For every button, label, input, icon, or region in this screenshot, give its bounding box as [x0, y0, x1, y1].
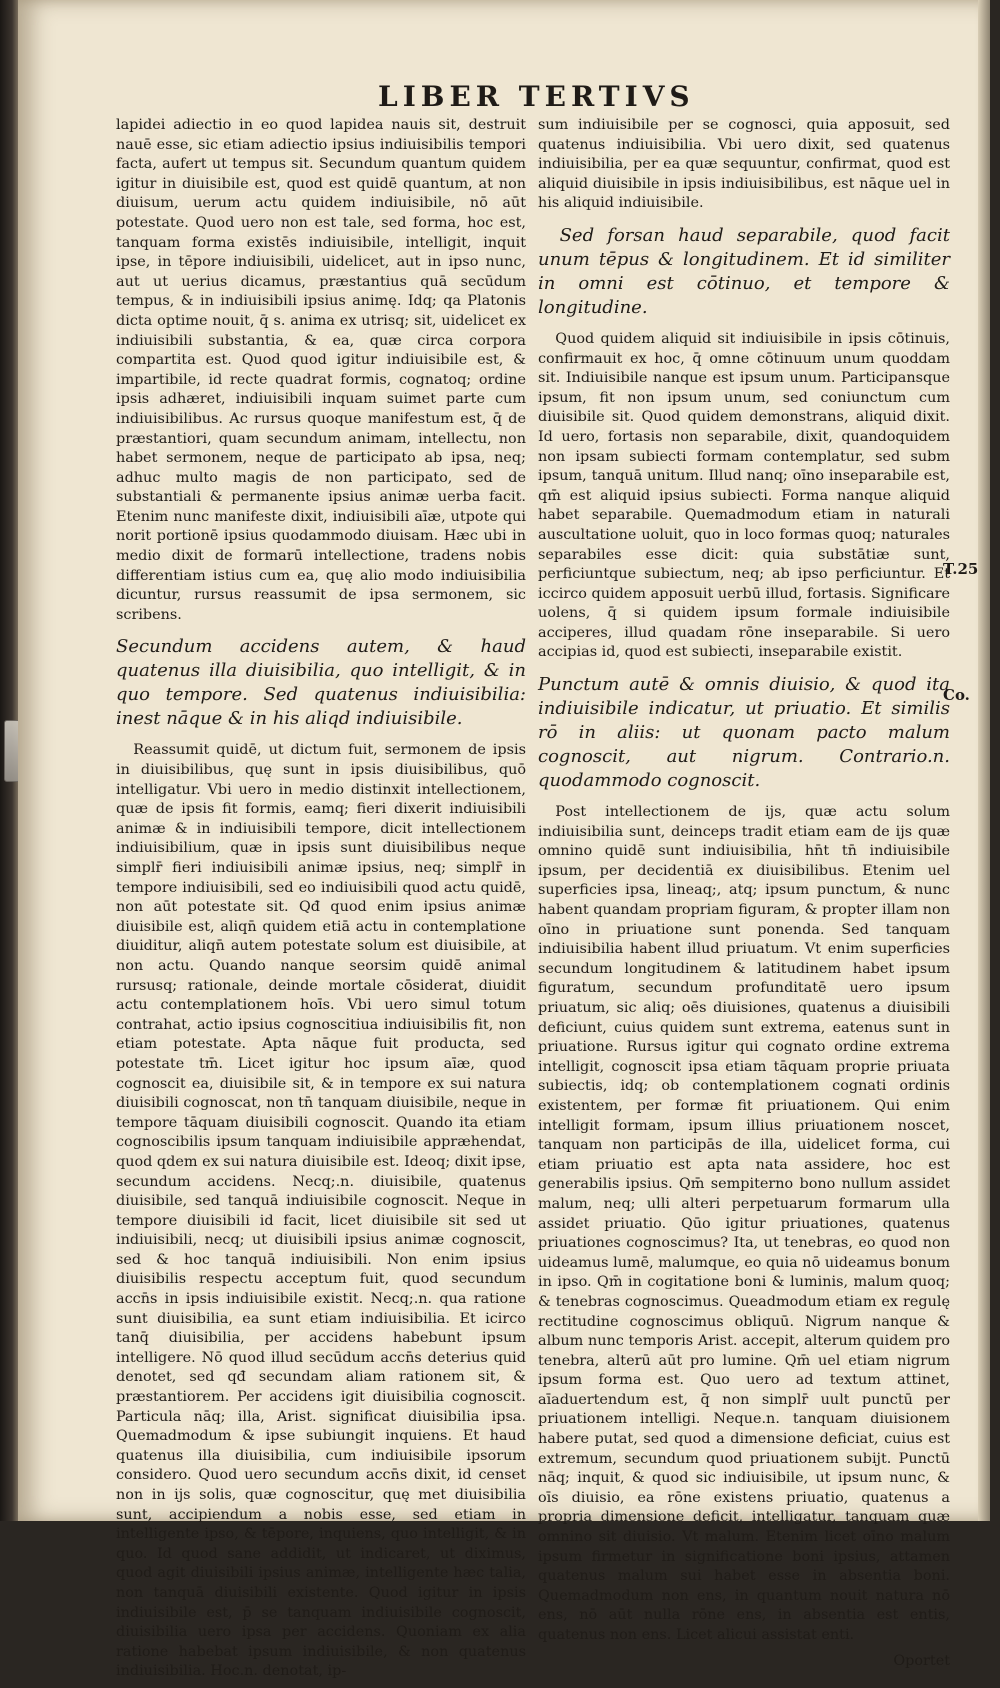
running-header: LIBER TERTIVS: [378, 80, 695, 113]
left-column: [116, 116, 526, 1688]
right-paragraph-1: sum indiuisibile per se cognosci, quia apposuit, sed quatenus indiuisibilia. Vbi uero dixit, sed quatenus indiuisibilia, per ea quæ sequuntur, confirmat, quod est aliquid diuisibile in ipsis indiuisibilibus, est nāque uel in his aliquid indiuisibile.: [538, 117, 950, 212]
right-paragraph-2: Quod quidem aliquid sit indiuisibile in ipsis cōtinuis, confirmauit ex hoc, q̄ omne cōtinuum unum quoddam sit. Indiuisibile nanque est ipsum unum. Participansque ipsum, fit non ipsum unum, sed coniunctum cum diuisibile sit. Quod quidem demonstrans, aliquid dixit. Id uero, fortasis non separabile, dixit, quandoquidem non ipsam subiecti formam contemplatur, sed subm ipsum, tanquā unitum. Illud nanq; oīno inseparabile est, qm̄ est aliquid ipsius subiecti. Forma nanque aliquid habet separabile. Quemadmodum etiam in naturali auscultatione uoluit, quo in loco formas quoq; naturales separabiles esse dicit: quia substātiæ sunt, perficiuntque subiectum, neq; ab ipso perficiuntur. Et iccirco quidem apposuit uerbū illud, fortasis. Significare uolens, q̄ si quidem ipsum formale indiuisibile acciperes, illud quadam rōne inseparabile. Si uero accipias id, quod est subiecti, inseparabile existit.: [538, 330, 950, 661]
left-paragraph-1: lapidei adiectio in eo quod lapidea nauis sit, destruit nauē esse, sic etiam adiectio ipsius indiuisibilis tempori facta, aufert ut tempus sit. Secundum quantum quidem igitur in diuisibile est, quod est quidē quantum, at non diuisum, uerum actu quidem indiuisibile, nō aūt potestate. Quod uero non est tale, sed forma, hoc est, tanquam forma existēs indiuisibile, intelligit, inquit ipse, in tēpore indiuisibili, uidelicet, aut in ipso nunc, aut ut uerius dicamus, præstantius quā secūdum tempus, & in indiuisibili ipsius animę. Idq; qa Platonis dicta optime nouit, q̄ s. anima ex utrisq; sit, uidelicet ex indiuisibili substantia, & ea, quæ circa corpora compartita est. Quod quod igitur indiuisibile est, & impartibile, id recte quadrat formis, cognatoq; ordine ipsis adhæret, indiuisibili inquam suimet parte cum indiuisibilibus. Ac rursus quoque manifestum est, q̄ de præstantiori, quam secundum animam, intellectu, non habet sermonem, neque de participato ab ipsa, neq; adhuc multo magis de non participato, sed de substantiali & permanente ipsius animæ uerba facit. Etenim nunc manifeste dixit, indiuisibili aīæ, utpote qui norit portionē ipsius quodammodo diuisam. Hæc ubi in medio dixit de formarū intellectione, tradens nobis differentiam istius cum ea, quę alio modo indiuisibilia dicuntur, rursus reassumit de ipsa sermonem, sic scribens.: [116, 117, 526, 623]
right-paragraph-3: Post intellectionem de ijs, quæ actu solum indiuisibilia sunt, deinceps tradit etiam eam de ijs quæ omnino quidē sunt indiuisibilia, hn̄t tn̄ indiuisibile ipsum, per decidentiā ex diuisibilibus. Etenim uel superficies ipsa, lineaq;, atq; ipsum punctum, & nunc habent quandam propriam figuram, & propter illam non oīno in priuatione sunt ponenda. Sed tanquam indiuisibilia habent illud priuatum. Vt enim superficies secundum longitudinem & latitudinem habet ipsum figuratum, secundum profunditatē uero ipsum priuatum, sic aliq; oēs diuisiones, quatenus a diuisibili deficiunt, cuius quidem sunt extrema, eatenus sunt in priuatione. Rursus igitur qui cognato ordine extrema intelligit, cognoscit ipsa etiam tāquam proprie priuata subiectis, idq; ob contemplationem cognati ordinis existentem, per formæ fit priuationem. Qui enim intelligit formam, ipsum illius priuationem noscet, tanquam non participās de illa, uidelicet forma, cui etiam priuatio est apta nata assidere, hoc est generabilis ipsius. Qm̄ sempiterno bono nullum assidet malum, neq; ulli alteri perpetuarum formarum ulla assidet priuatio. Qūo igitur priuationes, quatenus priuationes cognoscimus? Ita, ut tenebras, eo quod non uideamus lumē, malumque, eo quia nō uideamus bonum in ipso. Qm̄ in cogitatione boni & luminis, malum quoq; & tenebras cognoscimus. Queadmodum etiam ex regulę rectitudine cognoscimus obliquū. Nigrum nanque & album nunc temporis Arist. accepit, alterum quidem pro tenebra, alterū aūt pro lumine. Qm̄ uel etiam nigrum ipsum forma est. Quo uero ad textum attinet, aīaduertendum est, q̄ non simplr̄ uult punctū per priuationem intelligi. Neque.n. tanquam diuisionem habere putat, sed quod a dimensione deficiat, cuius est extremum, secundum quod priuationem subijt. Punctū nāq; inquit, & quod sic indiuisibile, ut ipsum nunc, & oīs diuisio, ea rōne existens priuatio, quatenus a propria dimensione deficit, intelligatur, tanquam quæ omnino sit diuisio. Vt malum. Etenim licet oīno malum ipsum firmetur in significatione boni ipsius, attamen quatenus malum sui habet esse in absentia boni. Quemadmodum non ens, in quantum nouit natura nō ens, nō aūt nulla rōne ens, in absentia est entis, quatenus non ens. Licet alicui assistat enti.: [538, 804, 950, 1643]
page-edge: [978, 0, 990, 1521]
right-lemma-1: Sed forsan haud separabile, quod facit unum tēpus & longitudinem. Et id similiter in omni est cōtinuo, et tempore & longitudine.: [538, 224, 950, 318]
left-lemma: Secundum accidens autem, & haud quatenus illa diuisibilia, quo intelligit, & in quo tempore. Sed quatenus indiuisibilia: inest nāque & in his aliqd indiuisibile.: [116, 636, 526, 730]
book-page: [18, 0, 990, 1680]
catchword: Oportet: [893, 1652, 950, 1669]
right-column: [538, 116, 950, 1671]
margin-note-co: Co.: [943, 686, 970, 704]
left-paragraph-2: Reassumit quidē, ut dictum fuit, sermonem de ipsis in diuisibilibus, quę sunt in ipsis diuisibilibus, quō intelligatur. Vbi uero in medio distinxit intellectionem, quæ de ipsis fit formis, eamq; fieri dixerit indiuisibili animæ & in indiuisibili tempore, dicit intellectionem indiuisibilium, quæ in ipsis sunt diuisibilibus neque simplr̄ fieri indiuisibili animæ ipsius, neq; simplr̄ in tempore indiuisibili, sed eo indiuisibili quod actu quidē, non aūt potestate sit. Qđ quod enim ipsius animæ diuisibile est, aliqn̄ quidem etiā actu in contemplatione diuiditur, aliqn̄ autem potestate solum est diuisibile, at non actu. Quando nanque seorsim quidē animal rursusq; rationale, deinde mortale cōsiderat, diuidit actu contemplationem hoīs. Vbi uero simul totum contrahat, actio ipsius cognoscitiua indiuisibilis fit, non etiam potestate. Apta nāque fuit producta, sed potestate tm̄. Licet igitur hoc ipsum aīæ, quod cognoscit ea, diuisibile sit, & in tempore ex sui natura diuisibili cognoscat, non tn̄ tanquam diuisibile, neque in tempore tāquam diuisibili cognoscit. Quando ita etiam cognoscibilis ipsum tanquam indiuisibile appræhendat, quod qdem ex sui natura diuisibile est. Ideoq; dixit ipse, secundum accidens. Necq;.n. diuisibile, quatenus diuisibile, sed tanquā indiuisibile cognoscit. Neque in tempore diuisibili id facit, licet diuisibile sit sed ut indiuisibili, necq; ut diuisibili ipsius animæ cognoscit, sed & hoc tanquā indiuisibili. Non enim ipsius diuisibilis respectu acceptum fuit, quod secundum accn̄s in ipsis indiuisibile existit. Necq;.n. qua ratione sunt diuisibilia, ea sunt etiam indiuisibilia. Et icirco tanq̄ diuisibilia, per accidens habebunt ipsum intelligere. Nō quod illud secūdum accn̄s deterius quid denotet, sed qđ secundam aliam rationem sit, & præstantiorem. Per accidens igit diuisibilia cognoscit. Particula nāq; illa, Arist. significat diuisibilia ipsa. Quemadmodum & ipse subiungit inquiens. Et haud quatenus illa diuisibilia, cum indiuisibile ipsorum considero. Quod uero secundum accn̄s dixit, id censet non in ijs solis, quæ cognoscitur, quę met diuisibilia sunt, accipiendum a nobis esse, sed etiam in intelligente ipso, & tēpore, inquiens, quo intelligit, & in quo. Id quod sane addidit, ut indicaret, ut diximus, quod agit diuisibili ipsius animæ, intelligente hæc talia, non tanquā diuisibili existente. Quod igitur in ipsis indiuisibile est, p̄ se tanquam indiuisibile cognoscit, diuisibilia uero ipsa per accidens. Quoniam ex alia ratione habebat ipsum indiuisibile, & non quatenus indiuisibilia. Hoc.n. denotat, ip-: [116, 742, 526, 1680]
right-lemma-2: Punctum autē & omnis diuisio, & quod ita indiuisibile indicatur, ut priuatio. Et similis rō in aliis: ut quonam pacto malum cognoscit, aut nigrum. Contrario.n. quodammodo cognoscit.: [538, 674, 950, 792]
margin-note-t25: T.25: [943, 560, 979, 578]
